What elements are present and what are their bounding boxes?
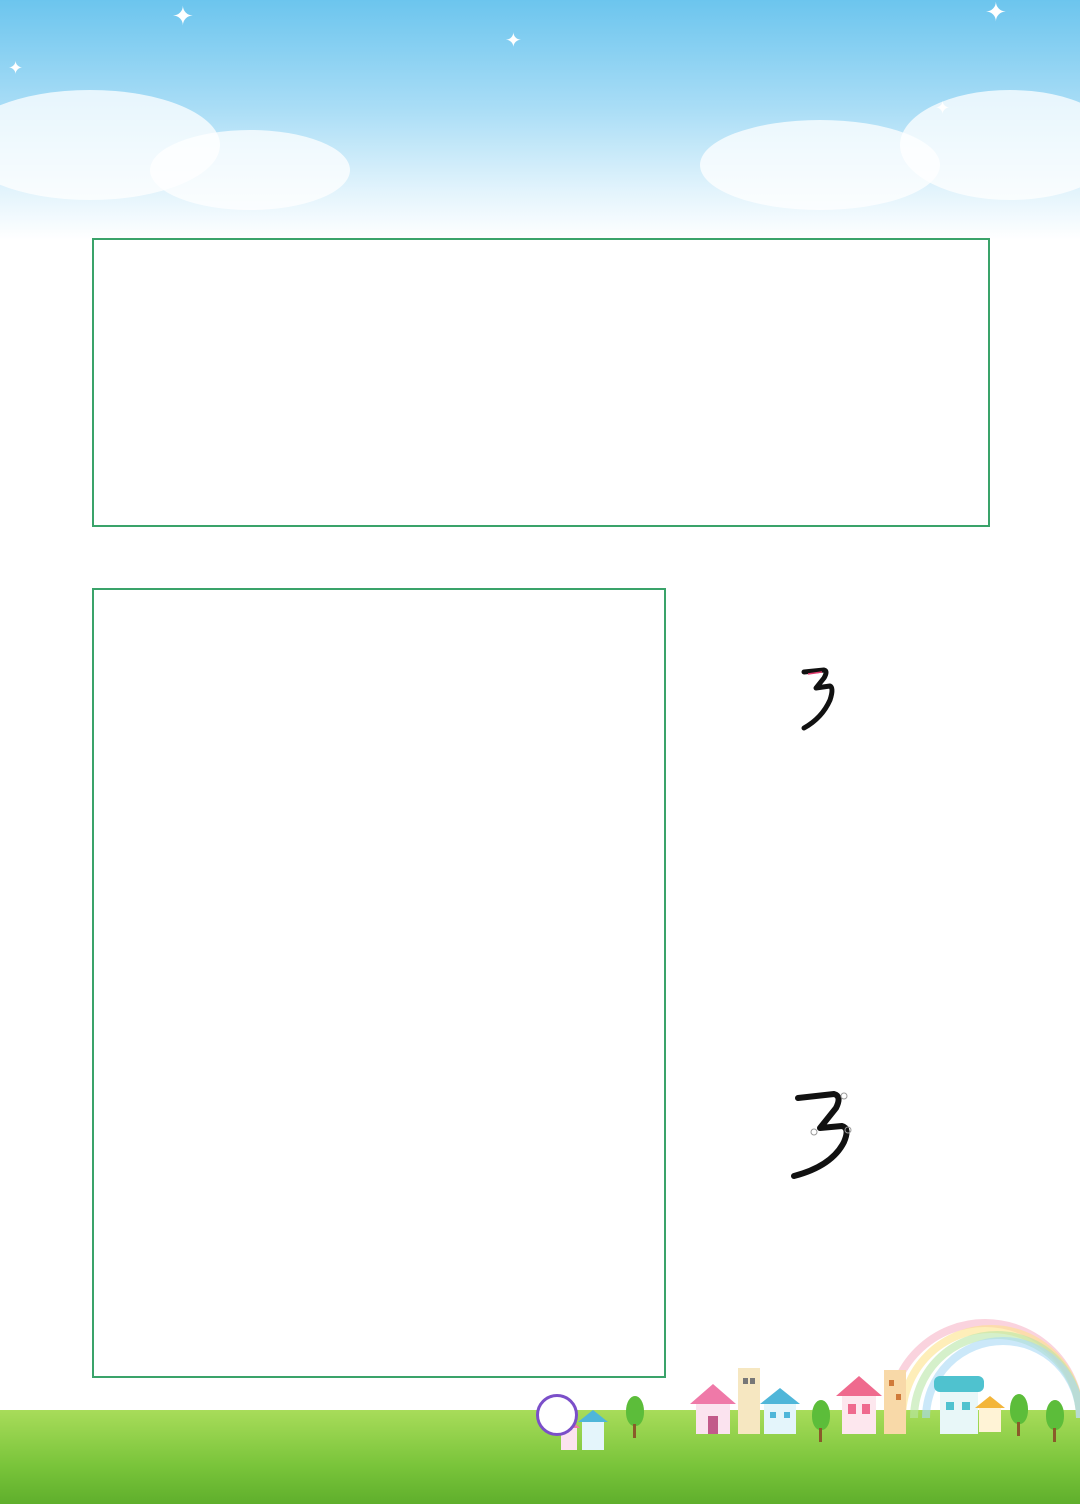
house-icon: [882, 1370, 908, 1434]
house-icon: [690, 1384, 736, 1434]
sky-background: [0, 0, 1080, 240]
sparkle-icon: ✦: [935, 98, 951, 119]
house-icon: [975, 1396, 1005, 1432]
sparkle-icon: ✦: [985, 0, 1007, 28]
sparkle-icon: ✦: [172, 2, 194, 32]
house-icon: [578, 1410, 608, 1450]
page-number: [536, 1394, 578, 1436]
char-training-frame: [92, 588, 666, 1378]
sparkle-icon: ✦: [8, 58, 24, 79]
stroke-grid: [104, 250, 973, 512]
house-icon: [736, 1368, 762, 1434]
stroke-training-frame: [92, 238, 990, 527]
tree-icon: [1046, 1400, 1064, 1430]
house-icon: [760, 1388, 800, 1434]
stroke-order-diagram-1: [796, 652, 856, 732]
tree-icon: [812, 1400, 830, 1430]
tree-icon: [626, 1396, 644, 1426]
sparkle-icon: ✦: [505, 28, 522, 52]
stroke-order-diagram-2: [784, 1084, 874, 1192]
house-icon: [836, 1376, 882, 1434]
tree-icon: [1010, 1394, 1028, 1424]
